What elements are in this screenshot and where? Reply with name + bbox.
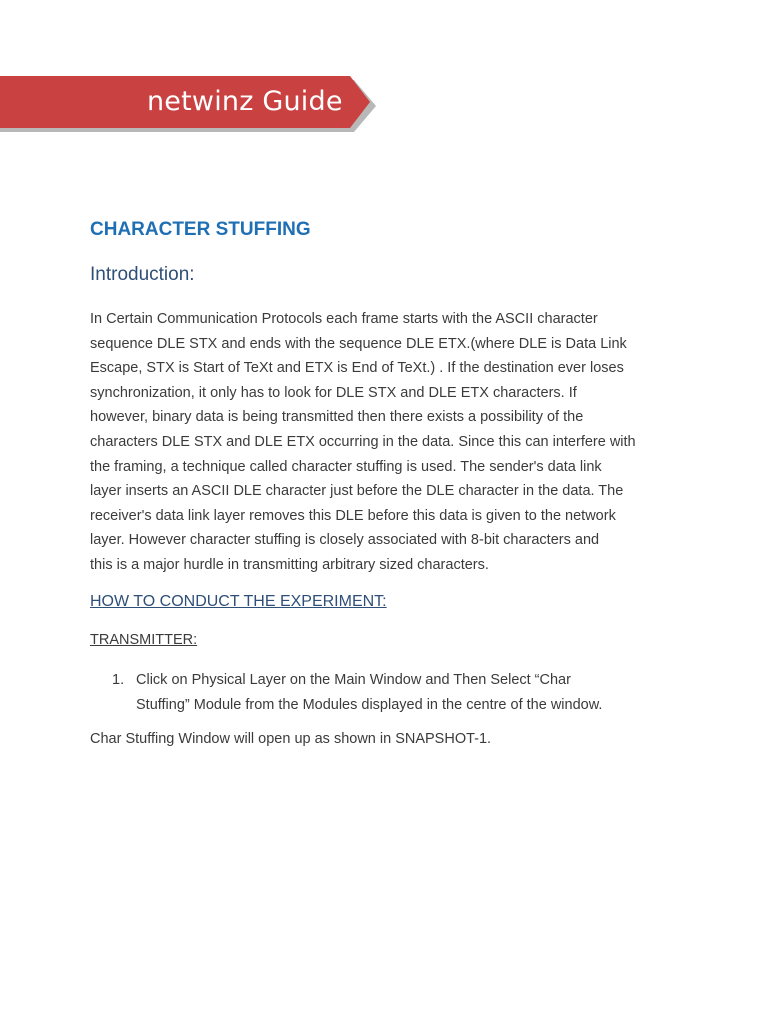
intro-line: this is a major hurdle in transmitting arbitrary sized characters. — [90, 556, 489, 573]
banner-title: netwinz Guide — [147, 86, 343, 117]
intro-line: In Certain Communication Protocols each frame starts with the ASCII character — [90, 311, 598, 327]
introduction-paragraph — [90, 307, 690, 578]
how-to-conduct-heading: HOW TO CONDUCT THE EXPERIMENT: — [90, 593, 387, 610]
step-line: Stuffing” Module from the Modules displayed in the centre of the window. — [136, 697, 603, 713]
intro-line: however, binary data is being transmitted then there exists a possibility of the — [90, 409, 584, 426]
intro-line: synchronization, it only has to look for DLE STX and DLE ETX characters. If — [90, 384, 577, 401]
document-title: CHARACTER STUFFING — [90, 219, 311, 240]
introduction-heading: Introduction: — [90, 264, 195, 285]
intro-line: sequence DLE STX and ends with the sequence DLE ETX.(where DLE is Data Link — [90, 335, 627, 352]
intro-line: receiver's data link layer removes this DLE before this data is given to the network — [90, 507, 616, 524]
intro-line: characters DLE STX and DLE ETX occurring in the data. Since this can interfere with — [90, 433, 636, 450]
intro-line: the framing, a technique called character stuffing is used. The sender's data link — [90, 458, 602, 475]
intro-line: layer inserts an ASCII DLE character just before the DLE character in the data. The — [90, 483, 624, 500]
guide-banner — [0, 76, 380, 134]
intro-line: layer. However character stuffing is closely associated with 8-bit characters and — [90, 532, 600, 549]
closing-line: Char Stuffing Window will open up as shown in SNAPSHOT-1. — [90, 731, 492, 747]
step-line: Click on Physical Layer on the Main Window and Then Select “Char — [136, 672, 571, 688]
intro-line: Escape, STX is Start of TeXt and ETX is End of TeXt.) . If the destination ever loses — [90, 360, 624, 377]
step-text — [136, 668, 602, 718]
step-number: 1. — [112, 672, 125, 688]
transmitter-heading: TRANSMITTER: — [90, 632, 198, 648]
